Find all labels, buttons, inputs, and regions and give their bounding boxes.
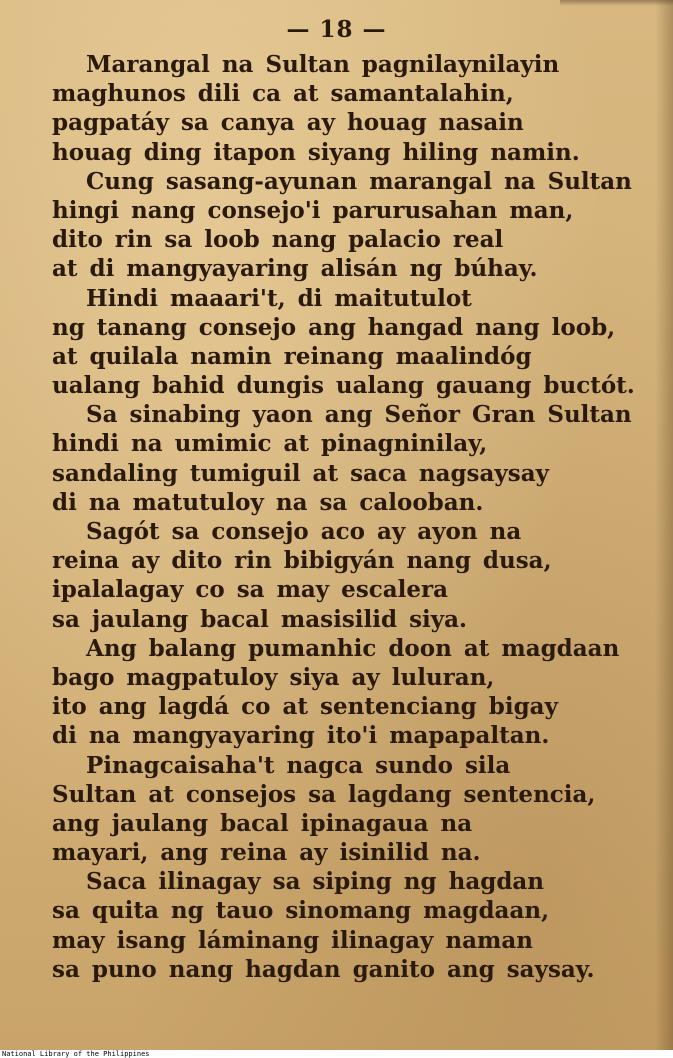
verse-line: di na mangyayaring ito'i mapapaltan. [52, 722, 550, 750]
stanza-2 [52, 167, 662, 284]
verse-line: bago magpatuloy siya ay luluran, [52, 663, 495, 691]
verse-line: Ang balang pumanhic doon at magdaan [86, 634, 620, 662]
verse-line: hingi nang consejo'i parurusahan man, [52, 196, 574, 224]
stanza-3 [52, 284, 662, 401]
verse-line: at di mangyayaring alisán ng búhay. [52, 255, 538, 283]
verse-line: dito rin sa loob nang palacio real [52, 226, 504, 254]
verse-line: pagpatáy sa canya ay houag nasain [52, 109, 524, 137]
verse-line: Hindi maaari't, di maitutulot [86, 284, 472, 312]
poem-text [52, 50, 662, 984]
verse-line: Sultan at consejos sa lagdang sentencia, [52, 780, 596, 808]
verse-line: reina ay dito rin bibigyán nang dusa, [52, 547, 552, 575]
verse-line: sa jaulang bacal masisilid siya. [52, 605, 468, 633]
stanza-4 [52, 400, 662, 517]
verse-line: Sagót sa consejo aco ay ayon na [86, 518, 522, 545]
verse-line: sandaling tumiguil at saca nagsaysay [52, 459, 549, 487]
verse-line: hindi na umimic at pinagninilay, [52, 430, 488, 458]
stanza-6 [52, 634, 662, 751]
verse-line: houag ding itapon siyang hiling namin. [52, 138, 580, 166]
verse-line: mayari, ang reina ay isinilid na. [52, 839, 481, 867]
verse-line: ualang bahid dungis ualang gauang buctót. [52, 372, 635, 400]
library-credit: National Library of the Philippines [2, 1050, 150, 1058]
stanza-1 [52, 50, 662, 167]
stanza-7 [52, 751, 662, 868]
verse-line: Marangal na Sultan pagnilaynilayin [86, 51, 560, 78]
verse-line: at quilala namin reinang maalindóg [52, 342, 532, 370]
verse-line: Sa sinabing yaon ang Señor Gran Sultan [86, 401, 632, 429]
verse-line: di na matutuloy na sa calooban. [52, 488, 484, 516]
verse-line: sa quita ng tauo sinomang magdaan, [52, 897, 550, 925]
verse-line: may isang láminang ilinagay naman [52, 926, 533, 954]
verse-line: Pinagcaisaha't nagca sundo sila [86, 751, 511, 779]
stanza-5 [52, 517, 662, 634]
verse-line: ang jaulang bacal ipinagaua na [52, 809, 473, 837]
verse-line: maghunos dili ca at samantalahin, [52, 80, 514, 108]
verse-line: ipalalagay co sa may escalera [52, 576, 449, 604]
verse-line: Cung sasang-ayunan marangal na Sultan [86, 167, 632, 195]
stanza-8 [52, 867, 662, 984]
page-number: — 18 — [286, 16, 387, 43]
verse-line: ng tanang consejo ang hangad nang loob, [52, 313, 616, 341]
verse-line: sa puno nang hagdan ganito ang saysay. [52, 955, 595, 983]
verse-line: Saca ilinagay sa siping ng hagdan [86, 868, 545, 896]
verse-line: ito ang lagdá co at sentenciang bigay [52, 693, 558, 721]
